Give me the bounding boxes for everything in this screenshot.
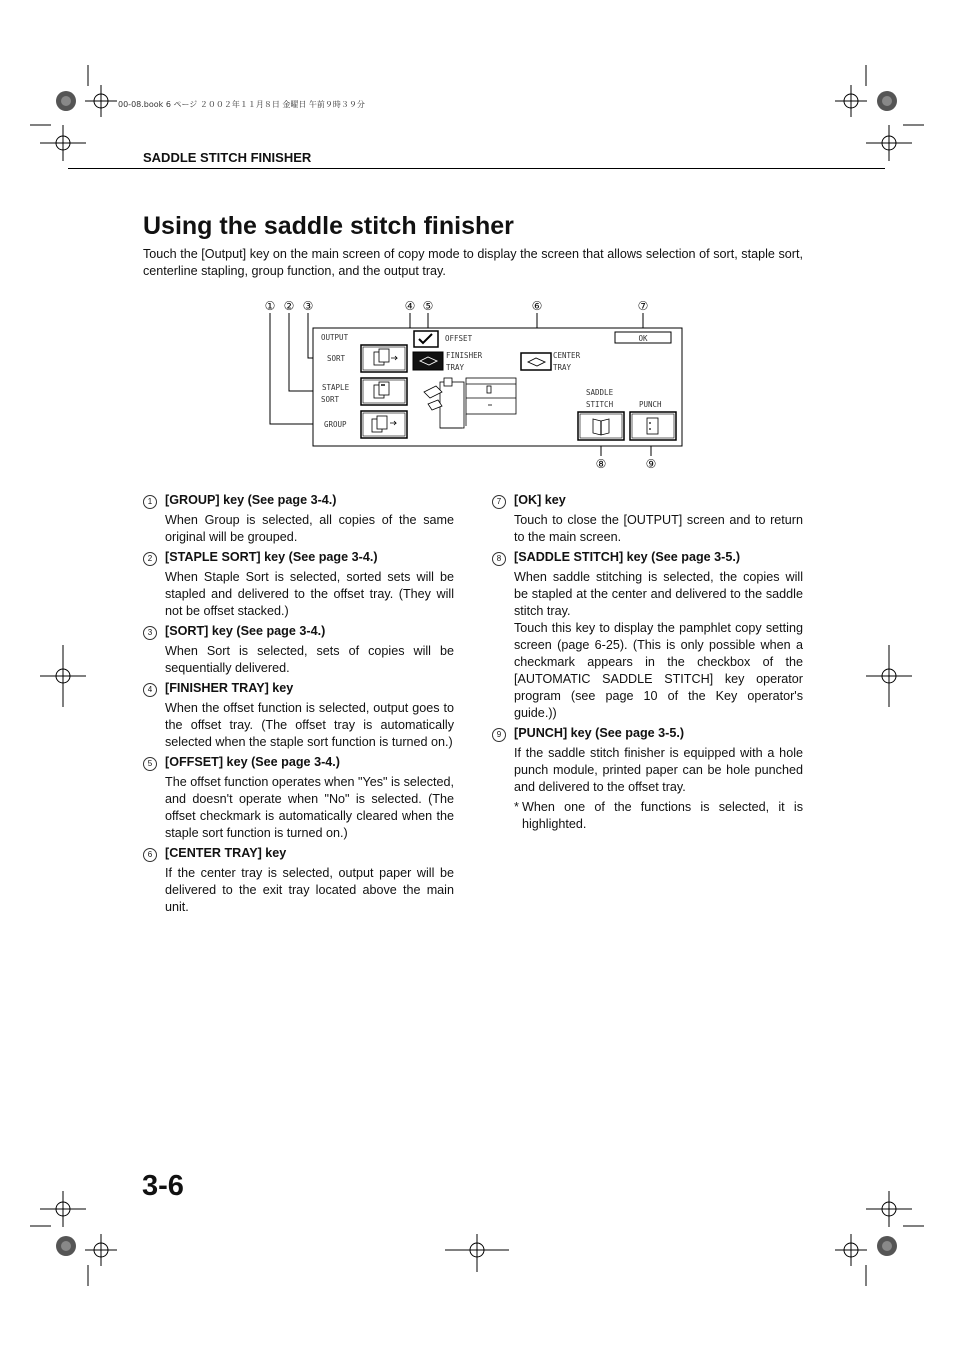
list-item-ok — [492, 492, 803, 546]
registration-text: 00-08.book 6 ページ ２００２年１１月８日 金曜日 午前９時３９分 — [118, 100, 365, 109]
list-item-saddle-stitch — [492, 549, 803, 722]
item-number-5: 5 — [143, 757, 157, 771]
item-title: [OFFSET] key (See page 3-4.) — [165, 755, 340, 769]
item-number-3: 3 — [143, 626, 157, 640]
item-description: Touch to close the [OUTPUT] screen and to return to the main screen. — [514, 513, 803, 544]
group-key[interactable] — [361, 411, 407, 438]
center-tray-label: TRAY — [553, 363, 572, 372]
page-number: 3-6 — [142, 1170, 184, 1202]
section-header: SADDLE STITCH FINISHER — [143, 150, 312, 165]
list-item-punch — [492, 725, 803, 796]
callout-9: ⑨ — [645, 457, 657, 471]
punch-label: PUNCH — [639, 400, 662, 409]
item-title: [GROUP] key (See page 3-4.) — [165, 493, 337, 507]
right-column — [492, 492, 803, 833]
item-title: [CENTER TRAY] key — [165, 846, 287, 860]
item-description: When Sort is selected, sets of copies will be sequentially delivered. — [165, 644, 454, 675]
item-number-1: 1 — [143, 495, 157, 509]
saddle-stitch-key[interactable] — [578, 412, 624, 440]
item-description: If the saddle stitch finisher is equipped with a hole punch module, printed paper can be hole punched and delivered to the offset tray. — [514, 746, 803, 794]
output-label: OUTPUT — [321, 333, 349, 342]
intro-paragraph: Touch the [Output] key on the main screen of copy mode to display the screen that allows selection of sort, staple sort, centerline stapling, group function, and the output tray. — [143, 247, 803, 278]
item-number-8: 8 — [492, 552, 506, 566]
item-number-9: 9 — [492, 728, 506, 742]
item-description: The offset function operates when "Yes" is selected, and doesn't operate when "No" is selected. (The offset checkmark is automatically cleared when the staple sort function is turned on.) — [165, 775, 454, 840]
footnote-marker: * — [514, 800, 519, 814]
list-item-sort — [143, 623, 454, 677]
item-title: [PUNCH] key (See page 3-5.) — [514, 726, 685, 740]
footnote — [492, 799, 803, 833]
finisher-tray-key[interactable] — [413, 352, 443, 370]
item-description: If the center tray is selected, output paper will be delivered to the exit tray located above the main unit. — [165, 866, 454, 914]
finisher-tray-label: TRAY — [446, 363, 465, 372]
list-item-offset — [143, 754, 454, 842]
item-description: When Staple Sort is selected, sorted sets will be stapled and delivered to the offset tray. (They will not be offset stacked.) — [165, 570, 454, 618]
item-title: [OK] key — [514, 493, 566, 507]
callout-4: ④ — [404, 299, 416, 313]
callout-8: ⑧ — [595, 457, 607, 471]
item-title: [SADDLE STITCH] key (See page 3-5.) — [514, 550, 741, 564]
staple-sort-label: SORT — [321, 395, 340, 404]
item-description: When Group is selected, all copies of the same original will be grouped. — [165, 513, 454, 544]
item-number-7: 7 — [492, 495, 506, 509]
sort-key[interactable] — [361, 345, 407, 372]
punch-key[interactable] — [630, 412, 676, 440]
ok-label: OK — [638, 334, 648, 343]
center-tray-key[interactable] — [521, 353, 551, 370]
page-title: Using the saddle stitch finisher — [143, 212, 514, 240]
list-item-group — [143, 492, 454, 546]
item-number-4: 4 — [143, 683, 157, 697]
saddle-label: SADDLE — [586, 388, 614, 397]
list-item-center-tray — [143, 845, 454, 916]
item-title: [SORT] key (See page 3-4.) — [165, 624, 326, 638]
item-title: [STAPLE SORT] key (See page 3-4.) — [165, 550, 378, 564]
item-title: [FINISHER TRAY] key — [165, 681, 294, 695]
offset-label: OFFSET — [445, 334, 473, 343]
left-column — [143, 492, 454, 919]
offset-checkbox[interactable] — [414, 331, 438, 347]
item-number-2: 2 — [143, 552, 157, 566]
sort-label: SORT — [327, 354, 346, 363]
staple-sort-key[interactable] — [361, 378, 407, 405]
callout-7: ⑦ — [637, 299, 649, 313]
footnote-text: When one of the functions is selected, it is highlighted. — [522, 800, 803, 831]
staple-label: STAPLE — [322, 383, 350, 392]
list-item-staple-sort — [143, 549, 454, 620]
callout-1: ① — [264, 299, 276, 313]
callout-5: ⑤ — [422, 299, 434, 313]
callout-2: ② — [283, 299, 295, 313]
stitch-label: STITCH — [586, 400, 614, 409]
list-item-finisher-tray — [143, 680, 454, 751]
item-description: Touch this key to display the pamphlet copy setting screen (page 6-25). (This is only possible when a checkmark appears in the checkbox of the [AUTOMATIC SADDLE STITCH] key operator program (see page 10 of the Key operator's guide.)) — [514, 621, 803, 720]
item-description: When saddle stitching is selected, the copies will be stapled at the center and delivered to the saddle stitch tray. — [514, 570, 803, 618]
callout-3: ③ — [302, 299, 314, 313]
item-description: When the offset function is selected, output goes to the offset tray. (The offset tray is automatically selected when the staple sort function is turned on.) — [165, 701, 454, 749]
group-label: GROUP — [324, 420, 347, 429]
item-number-6: 6 — [143, 848, 157, 862]
finisher-label: FINISHER — [446, 351, 483, 360]
center-label: CENTER — [553, 351, 581, 360]
ok-key[interactable] — [615, 332, 671, 343]
callout-6: ⑥ — [531, 299, 543, 313]
